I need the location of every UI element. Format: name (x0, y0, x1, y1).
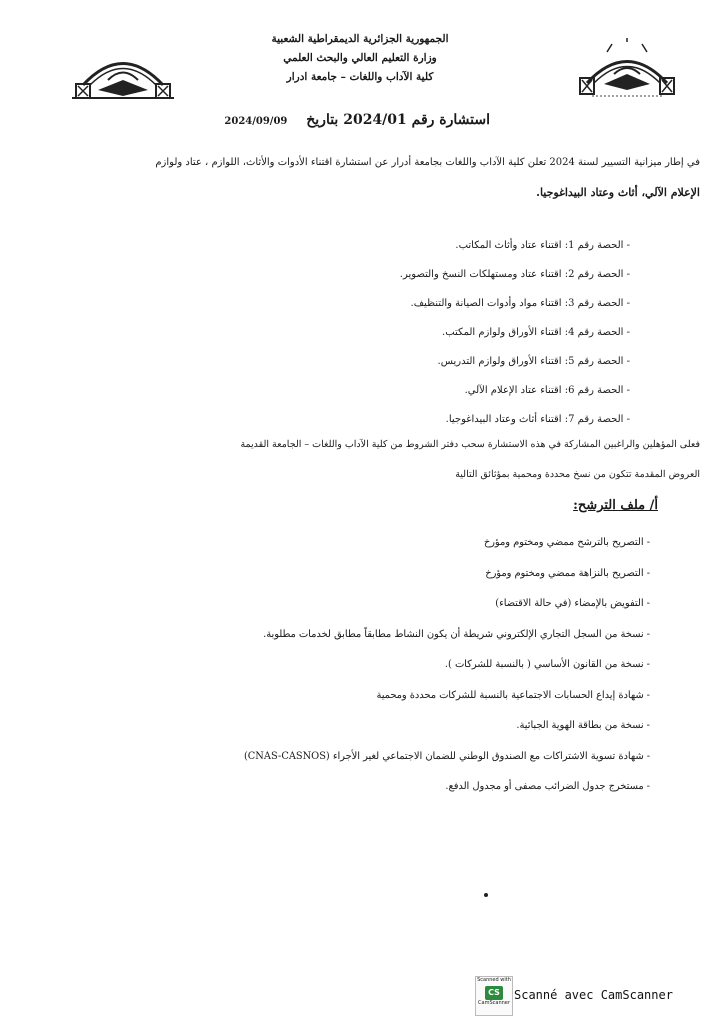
university-logo-left (68, 40, 178, 100)
notice-line-2: العروض المقدمة تتكون من نسخ محددة ومحمية بمؤثائق التالية (455, 469, 700, 480)
section-title: أ/ ملف الترشح: (573, 498, 658, 513)
list-item: - الحصة رقم 6: اقتناء عتاد الإعلام الآلي. (464, 385, 630, 396)
header-faculty-line: كلية الآداب واللغات – جامعة ادرار (286, 71, 434, 83)
camscanner-badge (475, 976, 513, 1016)
camscanner-icon: CS (485, 986, 503, 1000)
intro-line-2-text: الإعلام الآلي، أثاث وعتاد البيداغوجيا. (536, 186, 700, 199)
list-item: - الحصة رقم 5: اقتناء الأوراق ولوازم التدريس. (437, 356, 630, 367)
intro-paragraph (60, 148, 700, 209)
list-item: - شهادة إيداع الحسابات الاجتماعية بالنسبة للشركات محددة ومحمية (376, 689, 650, 701)
consultation-date: 2024/09/09 (224, 116, 288, 127)
lots-list (300, 231, 630, 434)
stray-dot (484, 893, 488, 897)
list-item: - نسخة من القانون الأساسي ( بالنسبة للشركات ). (444, 659, 650, 670)
university-logo-icon (572, 38, 682, 98)
list-item: - التفويض بالإمضاء (في حالة الاقتضاء) (495, 598, 650, 609)
university-logo-icon (68, 40, 178, 100)
list-item: - شهادة تسوية الاشتراكات مع الصندوق الوطني للضمان الاجتماعي لغير الأجراء (CNAS-CASNOS) (243, 750, 650, 762)
consultation-title (180, 112, 490, 128)
list-item: - الحصة رقم 3: اقتناء مواد وأدوات الصيانة والتنظيف. (410, 298, 630, 309)
list-item: - نسخة من السجل التجاري الإلكتروني شريطة أن يكون النشاط مطابقاً مطابق لخدمات مطلوبة. (263, 628, 650, 640)
notice-line-1: فعلى المؤهلين والراغبين المشاركة في هذه الاستشارة سحب دفتر الشروط من كلية الآداب واللغات – الجامعة القديمة (240, 439, 700, 450)
list-item: - الحصة رقم 7: اقتناء أثاث وعتاد البيداغوجيا. (445, 414, 630, 425)
list-item: - التصريح بالنزاهة ممضي ومختوم ومؤرخ (485, 567, 650, 579)
university-logo-right (572, 38, 682, 98)
list-item: - الحصة رقم 1: اقتناء عتاد وأثاث المكاتب. (455, 240, 630, 251)
intro-line-2 (60, 178, 700, 209)
camscanner-badge-line2: CamScanner (478, 1000, 510, 1006)
list-item: - التصريح بالترشح ممضي ومختوم ومؤرخ (483, 537, 650, 548)
header-ministry-line: وزارة التعليم العالي والبحث العلمي (283, 52, 437, 64)
list-item: - مستخرج جدول الضرائب مصفى أو مجدول الدفع. (445, 781, 650, 792)
camscanner-label: Scanné avec CamScanner (514, 988, 673, 1002)
document-header (250, 30, 470, 87)
intro-line-1: في إطار ميزانية التسيير لسنة 2024 تعلن كلية الآداب واللغات بجامعة أدرار عن استشارة اقتناء الأدوات والأثاث، اللوازم ، عتاد ولوازم (155, 157, 700, 168)
documents-list (110, 528, 650, 803)
list-item: - الحصة رقم 4: اقتناء الأوراق ولوازم المكتب. (442, 327, 630, 338)
notice-paragraph (40, 430, 700, 490)
list-item: - الحصة رقم 2: اقتناء عتاد ومستهلكات النسخ والتصوير. (399, 269, 630, 280)
consultation-title-text: استشارة رقم 2024/01 بتاريخ (306, 112, 490, 128)
list-item: - نسخة من بطاقة الهوية الجبائية. (516, 720, 650, 731)
camscanner-badge-line1: Scanned with (477, 977, 511, 983)
header-republic-line: الجمهورية الجزائرية الديمقراطية الشعبية (271, 33, 449, 45)
